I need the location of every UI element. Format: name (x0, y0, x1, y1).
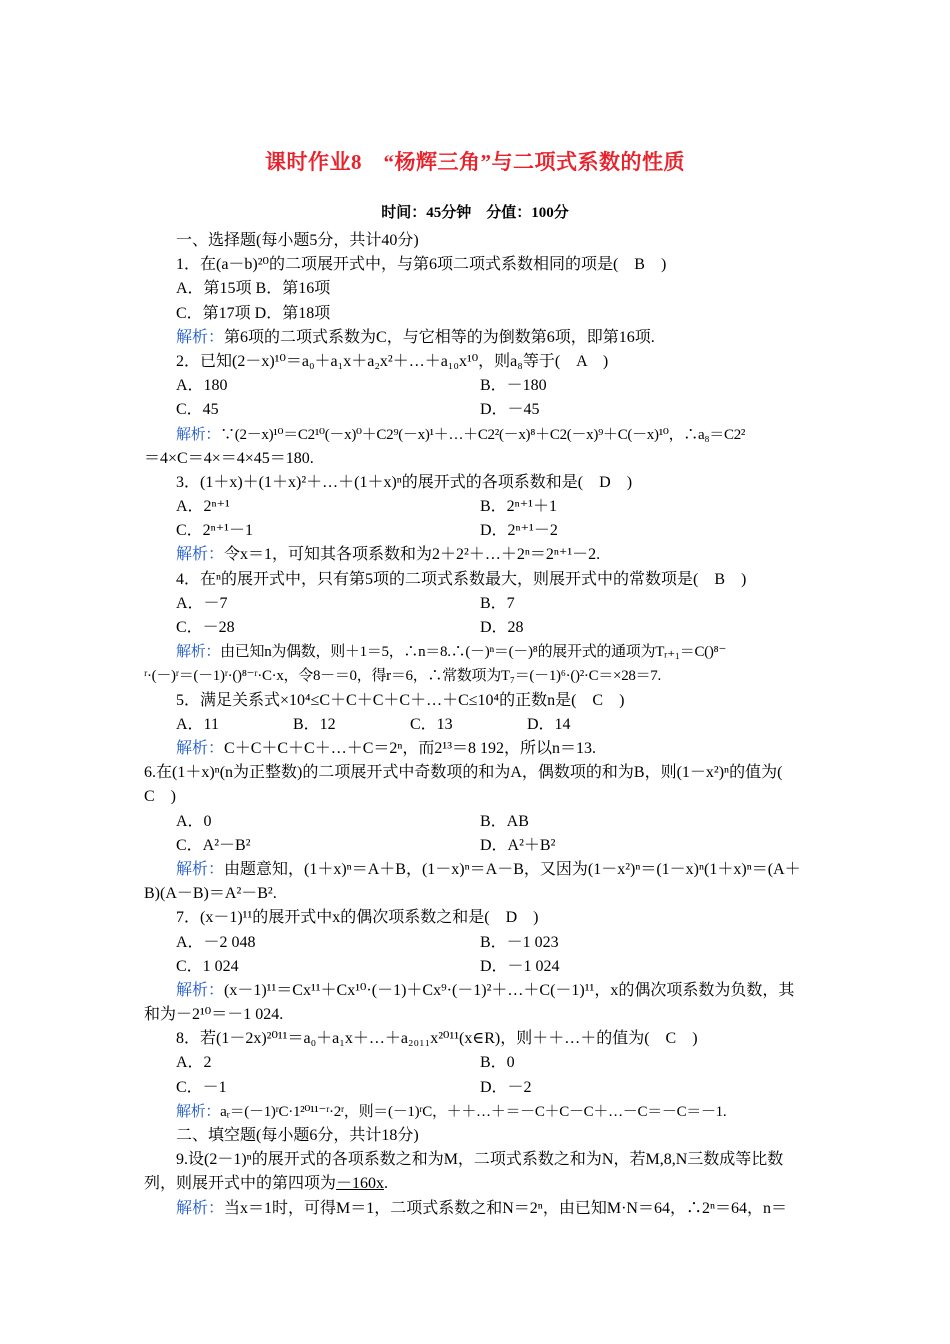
question-1-solution (144, 326, 810, 350)
question-2-options-row2 (144, 398, 810, 422)
option-c: C．－28 (176, 619, 235, 636)
question-2-solution-cont: ＝4×C＝4×＝4×45＝180. (144, 449, 314, 467)
question-8-options-row2 (144, 1076, 810, 1100)
option-a: A．0 (176, 812, 212, 830)
option-b: B．2ⁿ⁺¹＋1 (480, 498, 557, 516)
section-heading-fill: 二、填空题(每小题6分，共计18分) (176, 1127, 419, 1145)
option-b: B．12 (293, 715, 336, 733)
question-4-solution (144, 640, 810, 664)
question-9-text: 9.设(2－1)ⁿ的展开式的各项系数之和为M，二项式系数之和为N，若M,8,N三数成等比数列，则展开式中的第四项为 (144, 1151, 784, 1193)
section-heading-choice: 一、选择题(每小题5分，共计40分) (176, 232, 419, 249)
option-a: A．－7 (176, 594, 228, 612)
option-a: A．2ⁿ⁺¹ (176, 498, 230, 516)
solution-label: 解析： (176, 1103, 221, 1120)
option-c: C．1 024 (176, 957, 239, 975)
solution-text: aᵣ＝(－1)ʳC·1²⁰¹¹⁻ʳ·2ʳ，则＝(－1)ʳC，＋＋…＋＝－C＋C－C＋…－C＝－C＝－1. (220, 1103, 727, 1120)
question-1-options-cd: C．第17项 D．第18项 (176, 304, 331, 322)
question-3-options-row1 (144, 495, 810, 519)
option-a: A．－2 048 (176, 933, 256, 951)
question-4-stem: 4．在ⁿ的展开式中，只有第5项的二项式系数最大，则展开式中的常数项是( B ) (176, 570, 747, 588)
option-c: C．－1 (176, 1078, 227, 1096)
question-9-solution (144, 1197, 810, 1221)
option-b: B．7 (480, 594, 515, 612)
question-4-options-row2 (144, 616, 810, 640)
question-4-options-row1 (144, 592, 810, 616)
question-7-options-row2 (144, 955, 810, 979)
question-7-options-row1 (144, 931, 810, 955)
solution-text: 令x＝1，可知其各项系数和为2＋2²＋…＋2ⁿ＝2ⁿ⁺¹－2. (224, 546, 601, 564)
question-5-solution (144, 737, 810, 761)
solution-text: (x－1)¹¹＝Cx¹¹＋Cx¹⁰·(－1)＋Cx⁹·(－1)²＋…＋C(－1)¹¹，x的偶次项系数为负数，其和为－2¹⁰＝－1 024. (144, 981, 795, 1024)
question-9-period: . (384, 1175, 389, 1193)
worksheet-body (144, 229, 810, 1221)
option-c: C．45 (176, 401, 219, 419)
option-c: C．13 (410, 715, 453, 733)
solution-label: 解析： (176, 1199, 225, 1217)
option-c: C．A²－B² (176, 836, 251, 854)
question-2-stem: 2．已知(2－x)¹⁰＝a₀＋a₁x＋a₂x²＋…＋a₁₀x¹⁰，则a₈等于( A ) (176, 352, 609, 370)
question-5-stem: 5．满足关系式×10⁴≤C＋C＋C＋C＋…＋C≤10⁴的正数n是( C ) (176, 691, 625, 709)
question-8-solution (144, 1100, 810, 1124)
question-9-stem (144, 1148, 810, 1196)
option-d: D．－45 (480, 401, 540, 419)
question-1-stem: 1．在(a－b)²⁰的二项展开式中，与第6项二项式系数相同的项是( B ) (176, 256, 667, 274)
question-7-solution (144, 979, 810, 1027)
option-d: D．－1 024 (480, 957, 560, 975)
option-a: A．11 (176, 715, 219, 733)
solution-text: 当x＝1时，可得M＝1，二项式系数之和N＝2ⁿ，由已知M·N＝64，∴2ⁿ＝64，n＝ (224, 1199, 787, 1217)
question-3-stem: 3．(1＋x)＋(1＋x)²＋…＋(1＋x)ⁿ的展开式的各项系数和是( D ) (176, 473, 633, 491)
question-6-options-row1 (144, 810, 810, 834)
solution-label: 解析： (176, 328, 225, 346)
question-6-stem: 6.在(1＋x)ⁿ(n为正整数)的二项展开式中奇数项的和为A，偶数项的和为B，则(1－x²)ⁿ的值为( C ) (144, 764, 799, 806)
solution-label: 解析： (176, 546, 225, 564)
question-8-stem: 8．若(1－2x)²⁰¹¹＝a₀＋a₁x＋…＋a₂₀₁₁x²⁰¹¹(x∈R)，则＋＋…＋的值为( C ) (176, 1030, 698, 1048)
solution-label: 解析： (176, 644, 221, 661)
option-d: D．2ⁿ⁺¹－2 (480, 522, 558, 540)
solution-text: 由题意知，(1＋x)ⁿ＝A＋B，(1－x)ⁿ＝A－B，又因为(1－x²)ⁿ＝(1－x)ⁿ(1＋x)ⁿ＝(A＋B)(A－B)＝A²－B². (144, 860, 801, 903)
solution-label: 解析： (176, 981, 225, 999)
option-d: D．A²＋B² (480, 836, 556, 854)
question-6-options-row2 (144, 834, 810, 858)
solution-text: 第6项的二项式系数为C，与它相等的为倒数第6项，即第16项. (224, 328, 655, 346)
option-b: B．0 (480, 1054, 515, 1072)
solution-text: ∵(2－x)¹⁰＝C2¹⁰(－x)⁰＋C2⁹(－x)¹＋…＋C2²(－x)⁸＋C2(－x)⁹＋C(－x)¹⁰，∴a₈＝C2² (220, 426, 746, 443)
question-5-options (144, 713, 810, 737)
question-2-solution (144, 423, 810, 447)
option-b: B．－180 (480, 377, 547, 395)
page-title: 课时作业8 “杨辉三角”与二项式系数的性质 (265, 150, 685, 174)
solution-text: 由已知n为偶数，则＋1＝5，∴n＝8.∴(－)ⁿ＝(－)⁸的展开式的通项为Tᵣ₊₁＝C()⁸⁻ (220, 644, 727, 661)
question-2-options-row1 (144, 374, 810, 398)
question-6-solution (144, 858, 810, 906)
solution-label: 解析： (176, 739, 225, 757)
option-c: C．2ⁿ⁺¹－1 (176, 522, 253, 540)
option-a: A．2 (176, 1054, 212, 1072)
time-score-info: 时间：45分钟 分值：100分 (381, 205, 569, 221)
option-d: D．－2 (480, 1078, 532, 1096)
question-4-solution-cont: ʳ·(－)ʳ＝(－1)ʳ·()⁸⁻ʳ·C·x，令8－＝0，得r＝6，∴常数项为T₇＝(－1)⁶·()²·C＝×28＝7. (144, 668, 661, 685)
option-a: A．180 (176, 377, 228, 395)
solution-label: 解析： (176, 426, 221, 443)
question-9-answer: －160x (336, 1175, 385, 1193)
solution-label: 解析： (176, 860, 225, 878)
question-7-stem: 7．(x－1)¹¹的展开式中x的偶次项系数之和是( D ) (176, 909, 539, 927)
option-d: D．28 (480, 619, 524, 636)
option-d: D．14 (527, 715, 571, 733)
question-8-options-row1 (144, 1051, 810, 1075)
question-3-solution (144, 543, 810, 567)
solution-text: C＋C＋C＋C＋…＋C＝2ⁿ，而2¹³＝8 192，所以n＝13. (224, 739, 597, 757)
question-1-options-ab: A．第15项 B．第16项 (176, 280, 331, 298)
option-b: B．AB (480, 812, 529, 830)
option-b: B．－1 023 (480, 933, 559, 951)
question-3-options-row2 (144, 519, 810, 543)
